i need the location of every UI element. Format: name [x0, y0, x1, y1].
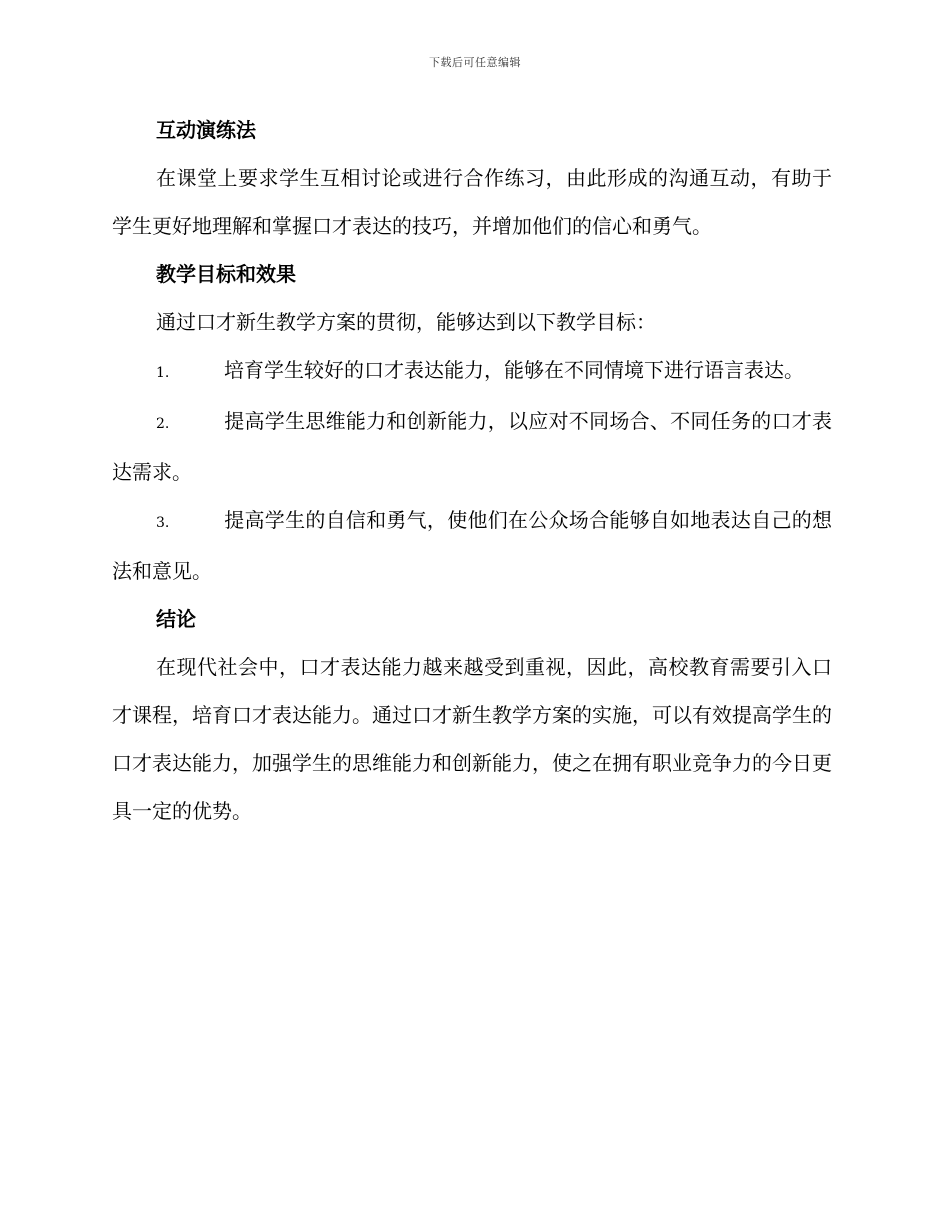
list-item-text: 提高学生思维能力和创新能力，以应对不同场合、不同任务的口才表达需求。: [112, 409, 832, 484]
section-heading-goals: 教学目标和效果: [156, 262, 296, 286]
list-item: [112, 397, 832, 496]
list-item-text: 提高学生的自信和勇气，使他们在公众场合能够自如地表达自己的想法和意见。: [112, 508, 832, 583]
page-header-note: 下载后可任意编辑: [429, 56, 521, 69]
paragraph-interactive: 在课堂上要求学生互相讨论或进行合作练习，由此形成的沟通互动，有助于学生更好地理解和掌握口才表达的技巧，并增加他们的信心和勇气。: [112, 166, 832, 238]
section-heading-conclusion: 结论: [156, 607, 196, 631]
paragraph-conclusion: 在现代社会中，口才表达能力越来越受到重视，因此，高校教育需要引入口才课程，培育口才表达能力。通过口才新生教学方案的实施，可以有效提高学生的口才表达能力，加强学生的思维能力和创新能力，使之在拥有职业竞争力的今日更具一定的优势。: [112, 655, 832, 823]
list-item-number: 1.: [156, 365, 170, 381]
document-body: [112, 106, 832, 835]
list-item: [112, 346, 832, 397]
paragraph-goals-intro: 通过口才新生教学方案的贯彻，能够达到以下教学目标：: [156, 310, 656, 334]
list-item-text: 培育学生较好的口才表达能力，能够在不同情境下进行语言表达。: [224, 358, 804, 382]
list-item-number: 3.: [156, 515, 170, 531]
list-item-number: 2.: [156, 416, 170, 432]
section-heading-interactive: 互动演练法: [156, 118, 256, 142]
list-item: [112, 496, 832, 595]
